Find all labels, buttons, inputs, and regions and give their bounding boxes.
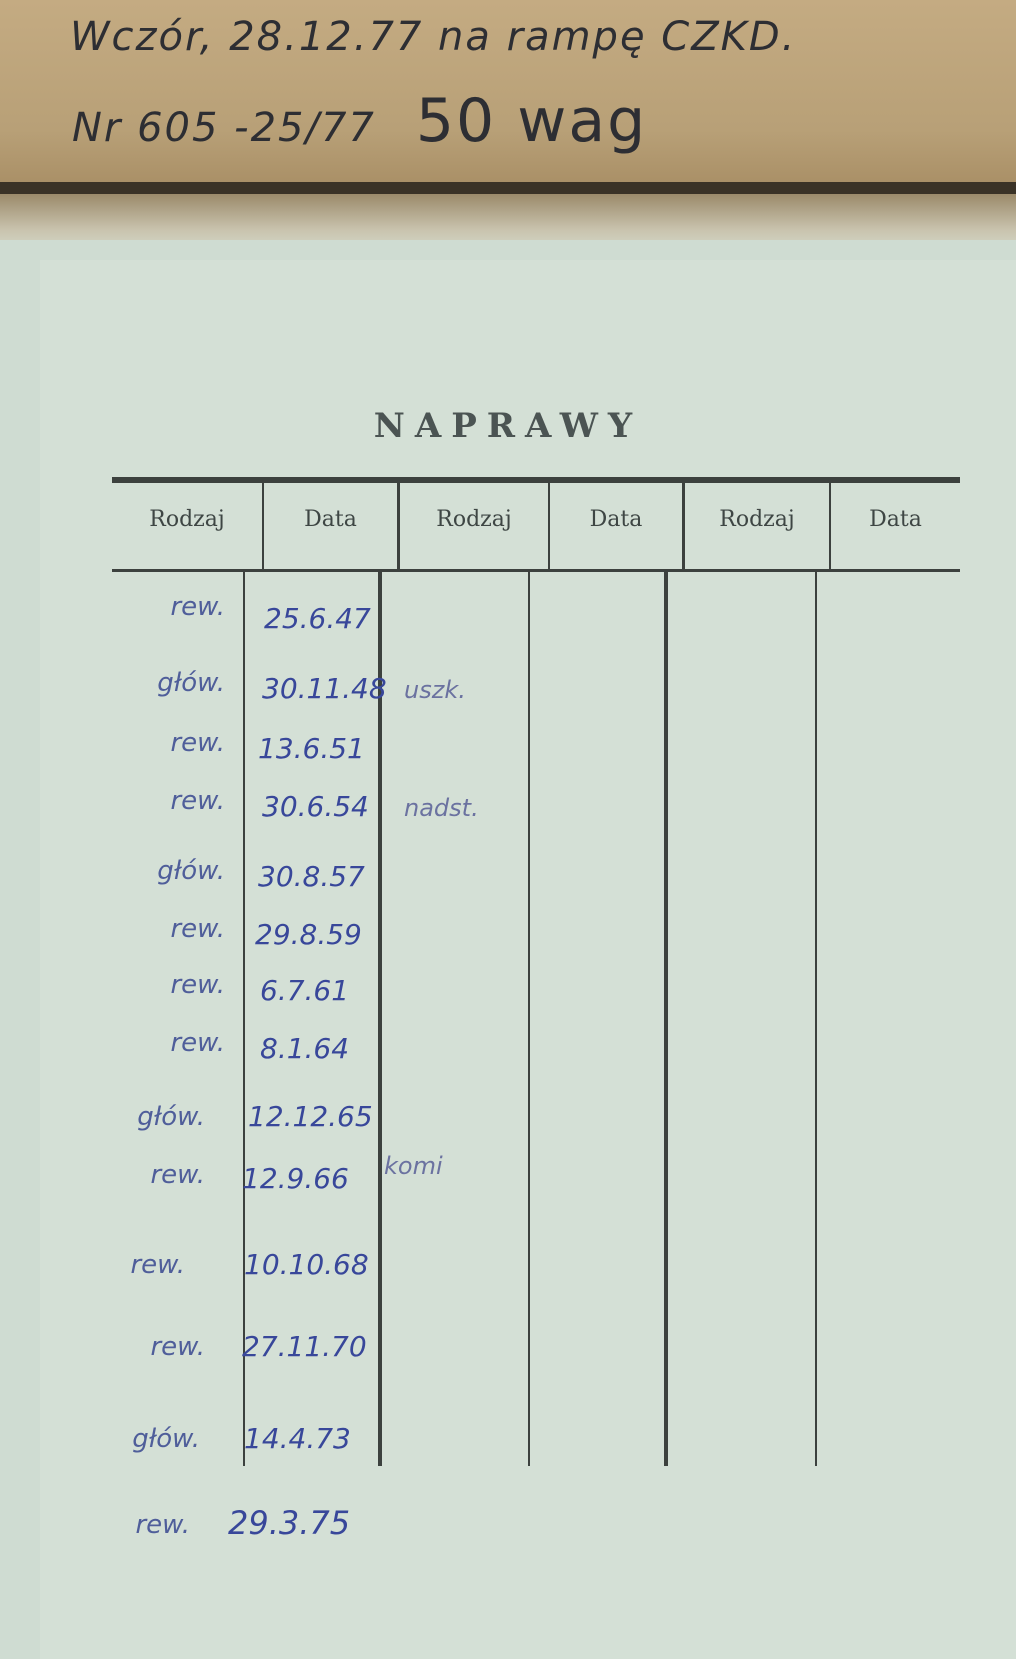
table-top-rule (112, 477, 960, 483)
header-rodzaj-1: Rodzaj (149, 507, 225, 532)
column-divider-5 (815, 572, 817, 1466)
row-5-date: 30.8.57 (258, 860, 365, 893)
column-divider-3 (528, 572, 530, 1466)
row-11-kind: rew. (130, 1250, 185, 1280)
handwritten-note-line-2 (72, 86, 647, 156)
column-divider-2 (378, 572, 382, 1466)
header-data-1: Data (304, 507, 357, 532)
row-12-kind: rew. (150, 1332, 205, 1362)
row-1-date: 25.6.47 (264, 602, 371, 635)
row-2-kind: głów. (157, 668, 225, 698)
row-4-date: 30.6.54 (262, 790, 369, 823)
row-10-kind: rew. (150, 1160, 205, 1190)
row-6-kind: rew. (170, 914, 225, 944)
header-rodzaj-3: Rodzaj (719, 507, 795, 532)
row-11-date: 10.10.68 (244, 1248, 369, 1281)
header-data-2: Data (589, 507, 643, 532)
row-14-date: 29.3.75 (228, 1504, 351, 1542)
tape-edge (0, 182, 1016, 194)
row-10-date: 12.9.66 (242, 1162, 349, 1195)
row-1-kind: rew. (170, 592, 225, 622)
row-6-date: 29.8.59 (255, 918, 362, 951)
row-3-date: 13.6.51 (258, 732, 365, 765)
wagon-count: 50 wag (415, 86, 648, 156)
header-rodzaj-2: Rodzaj (436, 507, 512, 532)
header-data-3: Data (869, 507, 922, 532)
row-4-kind: rew. (170, 786, 225, 816)
row-2-extra: uszk. (404, 676, 466, 704)
row-9-date: 12.12.65 (248, 1100, 373, 1133)
row-13-kind: głów. (132, 1424, 200, 1454)
row-4-extra: nadst. (404, 794, 479, 822)
row-3-kind: rew. (170, 728, 225, 758)
row-8-kind: rew. (170, 1028, 225, 1058)
row-9-kind: głów. (137, 1102, 205, 1132)
row-10-extra: komi (384, 1152, 443, 1180)
page-title: NAPRAWY (373, 406, 643, 446)
row-12-date: 27.11.70 (242, 1330, 367, 1363)
row-5-kind: głów. (157, 856, 225, 886)
header-bottom-rule (112, 569, 960, 572)
row-13-date: 14.4.73 (244, 1422, 351, 1455)
row-14-kind: rew. (135, 1510, 190, 1540)
handwritten-note-line-1: Wczór, 28.12.77 na rampę CZKD. (70, 14, 797, 60)
row-7-date: 6.7.61 (260, 974, 350, 1007)
column-divider-4 (664, 572, 668, 1466)
row-7-kind: rew. (170, 970, 225, 1000)
row-8-date: 8.1.64 (260, 1032, 350, 1065)
row-2-date: 30.11.48 (262, 672, 387, 705)
registration-number: Nr 605 -25/77 (72, 105, 376, 151)
